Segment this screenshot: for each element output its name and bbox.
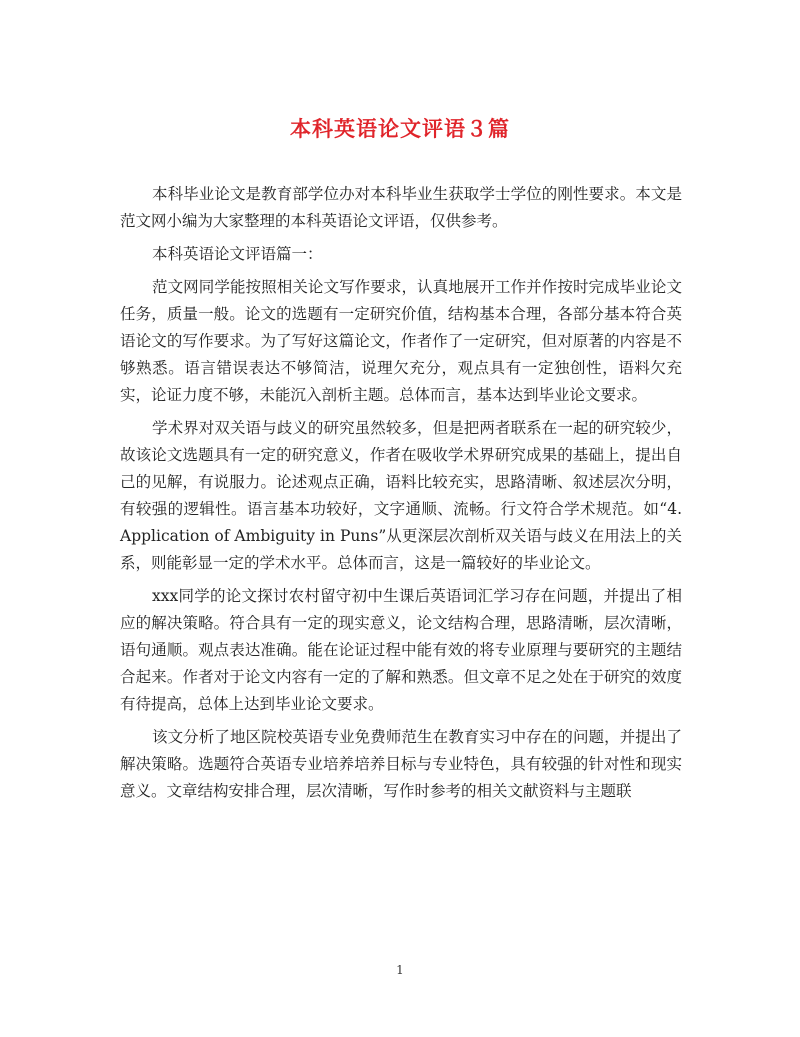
paragraph-comment-4: 该文分析了地区院校英语专业免费师范生在教育实习中存在的问题，并提出了解决策略。选题符合英语专业培养培养目标与专业特色，具有较强的针对性和现实意义。文章结构安排合理，层次清晰，写作时参考的相关文献资料与主题联	[120, 728, 682, 800]
paragraph-intro: 本科毕业论文是教育部学位办对本科毕业生获取学士学位的刚性要求。本文是范文网小编为大家整理的本科英语论文评语，仅供参考。	[120, 185, 682, 230]
document-title: 本科英语论文评语３篇	[290, 116, 510, 141]
page-number: 1	[396, 963, 404, 977]
paragraph-comment-1: 范文网同学能按照相关论文写作要求，认真地展开工作并作按时完成毕业论文任务，质量一般。论文的选题有一定研究价值，结构基本合理，各部分基本符合英语论文的写作要求。为了写好这篇论文，作者作了一定研究，但对原著的内容是不够熟悉。语言错误表达不够简洁，说理欠充分，观点具有一定独创性，语料欠充实，论证力度不够，未能沉入剖析主题。总体而言，基本达到毕业论文要求。	[120, 278, 682, 404]
paragraph-comment-2: 学术界对双关语与歧义的研究虽然较多，但是把两者联系在一起的研究较少，故该论文选题具有一定的研究意义，作者在吸收学术界研究成果的基础上，提出自己的见解，有说服力。论述观点正确，语料比较充实，思路清晰、叙述层次分明，有较强的逻辑性。语言基本功较好，文字通顺、流畅。行文符合学术规范。如“4. Application of Ambiguity in Puns”从更深层次剖析双关语与歧义在用法上的关系，则能彰显一定的学术水平。总体而言，这是一篇较好的毕业论文。	[120, 419, 682, 572]
paragraph-section-heading: 本科英语论文评语篇一：	[152, 245, 323, 263]
paragraph-comment-3: xxx同学的论文探讨农村留守初中生课后英语词汇学习存在问题，并提出了相应的解决策略。符合具有一定的现实意义，论文结构合理，思路清晰，层次清晰，语句通顺。观点表达准确。能在论证过程中能有效的将专业原理与要研究的主题结合起来。作者对于论文内容有一定的了解和熟悉。但文章不足之处在于研究的效度有待提高，总体上达到毕业论文要求。	[120, 587, 682, 713]
document-body	[120, 181, 682, 811]
